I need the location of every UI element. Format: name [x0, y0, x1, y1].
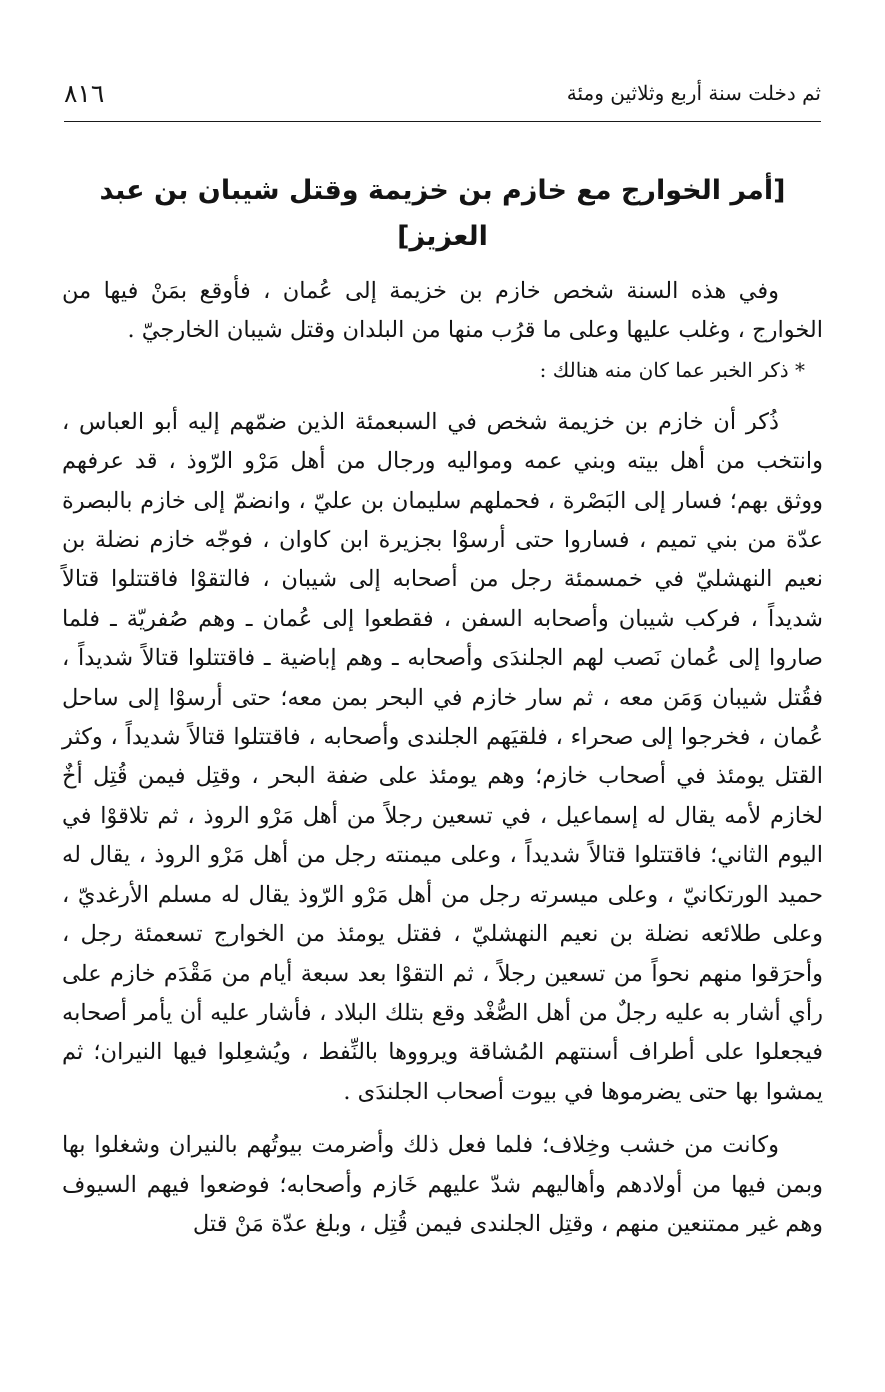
- body-paragraph-1: ذُكر أن خازم بن خزيمة شخص في السبعمئة الذين ضمّهم إليه أبو العباس ، وانتخب من أهل بيته وبني عمه ومواليه ورجال من أهل مَرْو الرّوذ ، قد عرفهم ووثق بهم؛ فسار إلى البَصْرة ، فحملهم سليمان بن عليّ ، وانضمّ إلى خازم بالبصرة عدّة من بني تميم ، فساروا حتى أرسوْا بجزيرة ابن كاوان ، فوجّه خازم نضلة بن نعيم النهشليّ في خمسمئة رجل من أصحابه إلى شيبان ، فالتقوْا فاقتتلوا قتالاً شديداً ، فركب شيبان وأصحابه السفن ، فقطعوا إلى عُمان ـ وهم صُفريّة ـ فلما صاروا إلى عُمان نَصب لهم الجلندَى وأصحابه ـ وهم إباضية ـ فاقتتلوا قتالاً شديداً ، فقُتل شيبان وَمَن معه ، ثم سار خازم في البحر بمن معه؛ حتى أرسوْا إلى ساحل عُمان ، فخرجوا إلى صحراء ، فلقيَهم الجلندى وأصحابه ، فاقتتلوا قتالاً شديداً ، وكثر القتل يومئذ في أصحاب خازم؛ وهم يومئذ على ضفة البحر ، وقتِل فيمن قُتِل أخٌ لخازم لأمه يقال له إسماعيل ، في تسعين رجلاً من أهل مَرْو الروذ ، ثم تلاقوْا في اليوم الثاني؛ فاقتتلوا قتالاً شديداً ، وعلى ميمنته رجل من أهل مَرْو الروذ ، يقال له حميد الورتكانيّ ، وعلى ميسرته رجل من أهل مَرْو الرّوذ يقال له مسلم الأرغديّ ، وعلى طلائعه نضلة بن نعيم النهشليّ ، فقتل يومئذ من الخوارج تسعمئة رجل ، وأحرَقوا منهم نحواً من تسعين رجلاً ، ثم التقوْا بعد سبعة أيام من مَقْدَم خازم على رأي أشار به عليه رجلٌ من أهل الصُّغْد وقع بتلك البلاد ، فأشار عليه أن يأمر أصحابه فيجعلوا على أطراف أسنتهم المُشاقة ويرووها بالنِّفط ، ويُشعِلوا فيها النيران؛ ثم يمشوا بها حتى يضرموها في بيوت أصحاب الجلندَى .: [62, 408, 823, 1105]
- header-rule: [64, 121, 821, 122]
- running-header: [64, 76, 821, 110]
- section-heading: [أمر الخوارج مع خازم بن خزيمة وقتل شيبان بن عبد العزيز]: [99, 175, 786, 252]
- page-number: ٨١٦: [64, 78, 105, 108]
- running-title: ثم دخلت سنة أربع وثلاثين ومئة: [566, 81, 821, 105]
- report-note: * ذكر الخبر عما كان منه هنالك :: [539, 357, 805, 382]
- page-content: [62, 168, 823, 1244]
- intro-paragraph: وفي هذه السنة شخص خازم بن خزيمة إلى عُمان ، فأوقع بمَنْ فيها من الخوارج ، وغلب عليها وعلى ما قرُب منها من البلدان وقتل شيبان الخارجيّ .: [62, 278, 823, 344]
- body-paragraph-2: وكانت من خشب وخِلاف؛ فلما فعل ذلك وأضرمت بيوتُهم بالنيران وشغلوا بها وبمن فيها من أولادهم وأهاليهم شدّ عليهم خَازم وأصحابه؛ فوضعوا فيهم السيوف وهم غير ممتنعين منهم ، وقتِل الجلندى فيمن قُتِل ، وبلغ عدّة مَنْ قتل: [62, 1132, 823, 1237]
